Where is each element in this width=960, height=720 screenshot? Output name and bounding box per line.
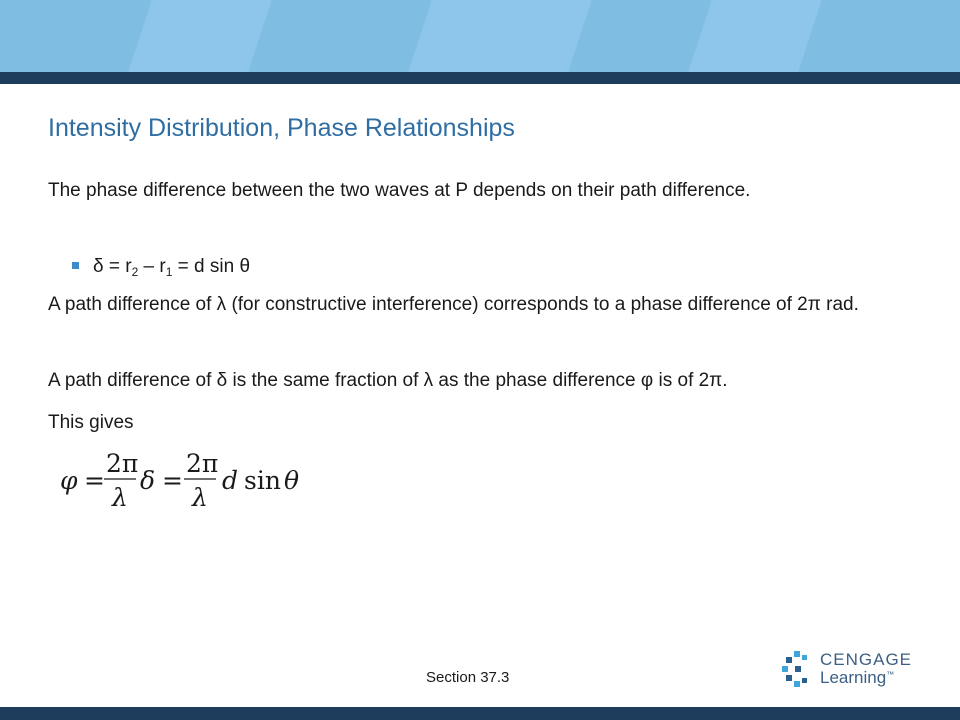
cengage-mark-icon xyxy=(780,649,816,689)
bullet-text-start: δ = r xyxy=(93,256,132,277)
subscript-2: 2 xyxy=(131,265,139,279)
paragraph-fraction: A path difference of δ is the same fraction of λ as the phase difference φ is of 2π. xyxy=(48,370,728,391)
subscript-1: 1 xyxy=(165,265,173,279)
eq-den-1: λ xyxy=(112,483,128,512)
eq-equals-1: = xyxy=(84,466,105,495)
eq-delta: δ xyxy=(140,466,156,495)
bullet-text-mid: – r xyxy=(138,256,166,277)
eq-num-1: 2π xyxy=(106,450,139,478)
paragraph-path-difference: The phase difference between the two waves at P depends on their path difference. xyxy=(48,180,751,201)
eq-sin: sin xyxy=(244,466,281,495)
bullet-delta-equation xyxy=(72,254,250,280)
banner-band xyxy=(408,0,591,72)
header-rule xyxy=(0,72,960,84)
logo-text-bottom xyxy=(820,668,894,688)
banner-band xyxy=(688,0,821,72)
eq-phi: φ xyxy=(60,466,78,495)
eq-num-2: 2π xyxy=(186,450,219,478)
section-label: Section 37.3 xyxy=(426,669,510,686)
logo-text-top: CENGAGE xyxy=(820,650,913,669)
banner-band xyxy=(128,0,271,72)
eq-den-2: λ xyxy=(192,483,208,512)
eq-equals-2: = xyxy=(162,466,183,495)
logo-learning: Learning xyxy=(820,668,887,687)
slide-title: Intensity Distribution, Phase Relationships xyxy=(48,114,515,142)
header-banner xyxy=(0,0,960,72)
footer-rule xyxy=(0,707,960,720)
eq-theta: θ xyxy=(284,466,300,495)
paragraph-this-gives: This gives xyxy=(48,412,134,433)
cengage-logo xyxy=(780,649,920,691)
phase-equation xyxy=(58,450,318,514)
bullet-text-end: = d sin θ xyxy=(172,256,251,277)
bullet-square-icon xyxy=(72,262,79,269)
paragraph-constructive: A path difference of λ (for constructive interference) corresponds to a phase difference of 2π rad. xyxy=(48,294,859,315)
eq-d: d xyxy=(222,466,239,495)
logo-trademark: ™ xyxy=(886,670,895,679)
